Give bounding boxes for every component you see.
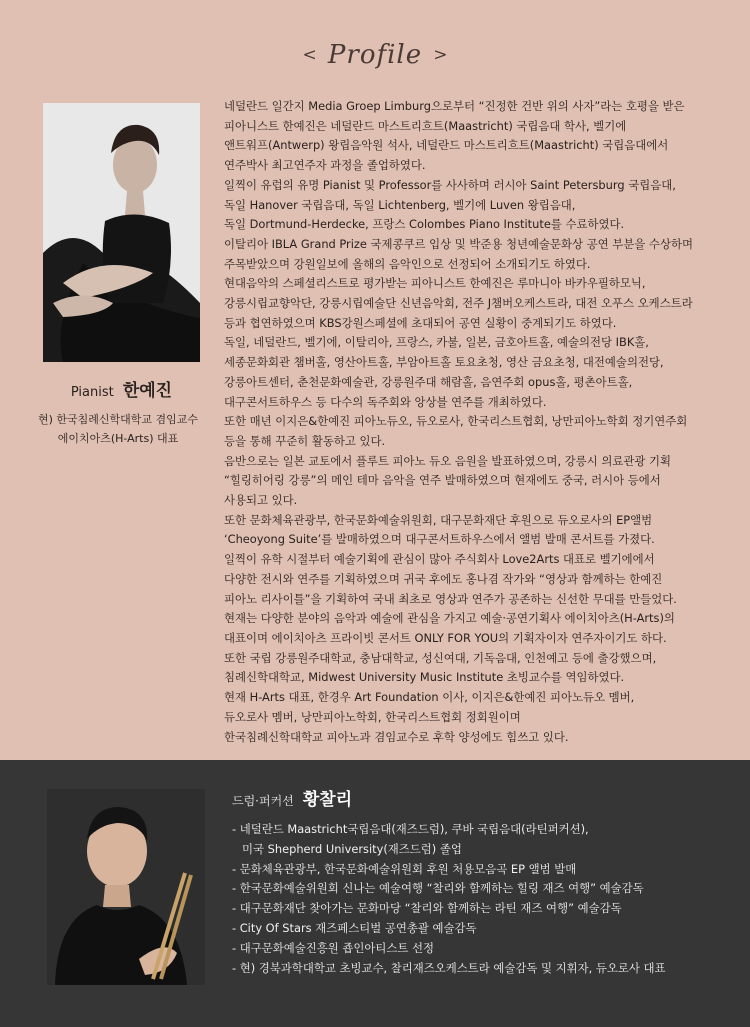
bio-line: 듀오로사 멤버, 낭만피아노학회, 한국리스트협회 정회원이며 <box>224 709 521 724</box>
affiliation-line: 에이치아츠(H-Arts) 대표 <box>57 432 179 445</box>
bio-line: 한국침례신학대학교 피아노과 겸임교수로 후학 양성에도 힘쓰고 있다. <box>224 729 569 744</box>
bio-line: 일찍이 유학 시절부터 예술기획에 관심이 많아 주식회사 Love2Arts 대표로 벨기에에서 <box>224 552 655 567</box>
bio-line: 현재 H-Arts 대표, 한경우 Art Foundation 이사, 이지은&한예진 피아노듀오 멤버, <box>224 690 635 705</box>
bio-line: 또한 국립 강릉원주대학교, 충남대학교, 성신여대, 기독음대, 인천예고 등에 출강했으며, <box>224 650 657 665</box>
bio-line: 세종문화회관 챔버홀, 영산아트홀, 부암아트홀 토요초청, 영산 금요초청, 대전예술의전당, <box>224 355 664 370</box>
bio-line: 또한 문화체육관광부, 한국문화예술위원회, 대구문화재단 후원으로 듀오로사의 EP앨범 <box>224 512 653 527</box>
bio-line: 대표이며 에이치아츠 프라이빗 콘서트 ONLY FOR YOU의 기획자이자 연주자이기도 하다. <box>224 630 667 645</box>
drummer-role: 드럼·퍼커션 <box>232 794 294 808</box>
bio-line: 이탈리아 IBLA Grand Prize 국제콩쿠르 입상 및 박준용 청년예술문화상 공연 부분을 수상하며 <box>224 236 693 251</box>
bio-line: 일찍이 유럽의 유명 Pianist 및 Professor를 사사하며 러시아 Saint Petersburg 국립음대, <box>224 177 676 192</box>
career-item: - 한국문화예술위원회 신나는 예술여행 “찰리와 함께하는 힐링 재즈 여행” 예술감독 <box>232 881 644 896</box>
bio-line: 앤트워프(Antwerp) 왕립음악원 석사, 네덜란드 마스트리흐트(Maastricht) 국립음대에서 <box>224 138 669 153</box>
bio-line: 강릉시립교향악단, 강릉시립예술단 신년음악회, 전주 J챔버오케스트라, 대전 오푸스 오케스트라 <box>224 296 693 311</box>
bio-line: 대구콘서트하우스 등 다수의 독주회와 앙상블 연주를 개최하였다. <box>224 394 547 409</box>
bio-line: 현대음악의 스페셜리스트로 평가받는 피아니스트 한예진은 루마니아 바카우필하모닉, <box>224 276 646 291</box>
bio-line: 음반으로는 일본 교토에서 플루트 피아노 듀오 음원을 발표하였으며, 강릉시 의료관광 기획 <box>224 453 671 468</box>
career-item: - 현) 경북과학대학교 초빙교수, 찰리재즈오케스트라 예술감독 및 지휘자, 듀오로사 대표 <box>232 960 666 975</box>
bio-line: “힐링히어링 강릉”의 메인 테마 음악을 연주 발매하였으며 현재에도 중국, 러시아 등에서 <box>224 473 661 488</box>
career-item: - 대구문화예술진흥원 죱인아티스트 선정 <box>232 940 435 955</box>
pianist-bio <box>224 97 734 747</box>
career-item: - 네덜란드 Maastricht국립음대(재즈드럼), 쿠바 국립음대(라틴퍼커션), <box>232 822 589 836</box>
bio-line: 독일 Dortmund-Herdecke, 프랑스 Colombes Piano Institute를 수료하였다. <box>224 217 625 232</box>
bio-line: 독일 Hanover 국립음대, 독일 Lichtenberg, 벨기에 Luven 왕립음대, <box>224 197 576 212</box>
bio-line: 등과 협연하였으며 KBS강원스페셜에 초대되어 공연 실황이 중계되기도 하였다. <box>224 315 617 330</box>
drummer-name: 황찰리 <box>302 790 353 810</box>
bio-line: 또한 매년 이지은&한예진 피아노듀오, 듀오로사, 한국리스트협회, 낭만피아노학회 정기연주회 <box>224 414 688 429</box>
bio-line: 강릉아트센터, 춘천문화예술관, 강릉원주대 해람홀, 음연주회 opus홀, 평촌아트홀, <box>224 374 633 389</box>
bio-line: 사용되고 있다. <box>224 493 298 508</box>
bio-line: 현재는 다양한 분야의 음악과 예술에 관심을 가지고 예술·공연기획사 에이치아츠(H-Arts)의 <box>224 611 675 626</box>
pianist-affiliations <box>8 410 228 448</box>
pianist-name-line <box>43 376 200 401</box>
affiliation-line: 현) 한국침례신학대학교 겸임교수 <box>37 413 199 426</box>
career-item: - City Of Stars 재즈페스티벌 공연총괄 예술감독 <box>232 920 477 935</box>
bio-line: 침례신학대학교, Midwest University Music Institute 초빙교수를 역임하였다. <box>224 670 625 685</box>
bio-line: 네덜란드 일간지 Media Groep Limburg으로부터 “진정한 건반 위의 사자”라는 호평을 받은 <box>224 99 685 113</box>
career-item: - 대구문화재단 찾아가는 문화마당 “찰리와 함께하는 라틴 재즈 여행” 예술감독 <box>232 901 622 916</box>
bio-line: 독일, 네덜란드, 벨기에, 이탈리아, 프랑스, 카불, 일본, 금호아트홀, 예술의전당 IBK홀, <box>224 335 649 350</box>
bio-line: 연주박사 최고연주자 과정을 졸업하였다. <box>224 158 426 173</box>
bio-line: 등을 통해 꾸준히 활동하고 있다. <box>224 433 386 448</box>
bio-line: 다양한 전시와 연주를 기획하였으며 귀국 후에도 홍나겸 작가와 “영상과 함께하는 한예진 <box>224 571 663 586</box>
pianist-photo <box>43 103 200 362</box>
heading-open-bracket: < <box>302 45 317 65</box>
pianist-name: 한예진 <box>122 381 173 401</box>
heading-close-bracket: > <box>433 45 448 65</box>
profile-heading <box>0 40 750 70</box>
career-item: - 문화체육관광부, 한국문화예술위원회 후원 처용모음곡 EP 앨범 발매 <box>232 861 577 876</box>
bio-line: 주목받았으며 강원일보에 올해의 음악인으로 선정되어 소개되기도 하였다. <box>224 256 591 271</box>
heading-word: Profile <box>327 40 423 70</box>
bio-line: 피아니스트 한예진은 네덜란드 마스트리흐트(Maastricht) 국립음대 학사, 벨기에 <box>224 118 627 133</box>
bio-line: ‘Cheoyong Suite’를 발매하였으며 대구콘서트하우스에서 앨범 발매 콘서트를 가졌다. <box>224 532 655 547</box>
drummer-career <box>232 820 732 978</box>
drummer-section <box>0 760 750 1027</box>
career-item: 미국 Shepherd University(재즈드럼) 졸업 <box>242 841 462 856</box>
pianist-role: Pianist <box>70 385 114 400</box>
drummer-photo <box>47 789 205 985</box>
drummer-name-line <box>232 785 352 810</box>
bio-line: 피아노 리사이틀”을 기획하여 국내 최초로 영상과 연주가 공존하는 신선한 무대를 만들었다. <box>224 591 677 606</box>
